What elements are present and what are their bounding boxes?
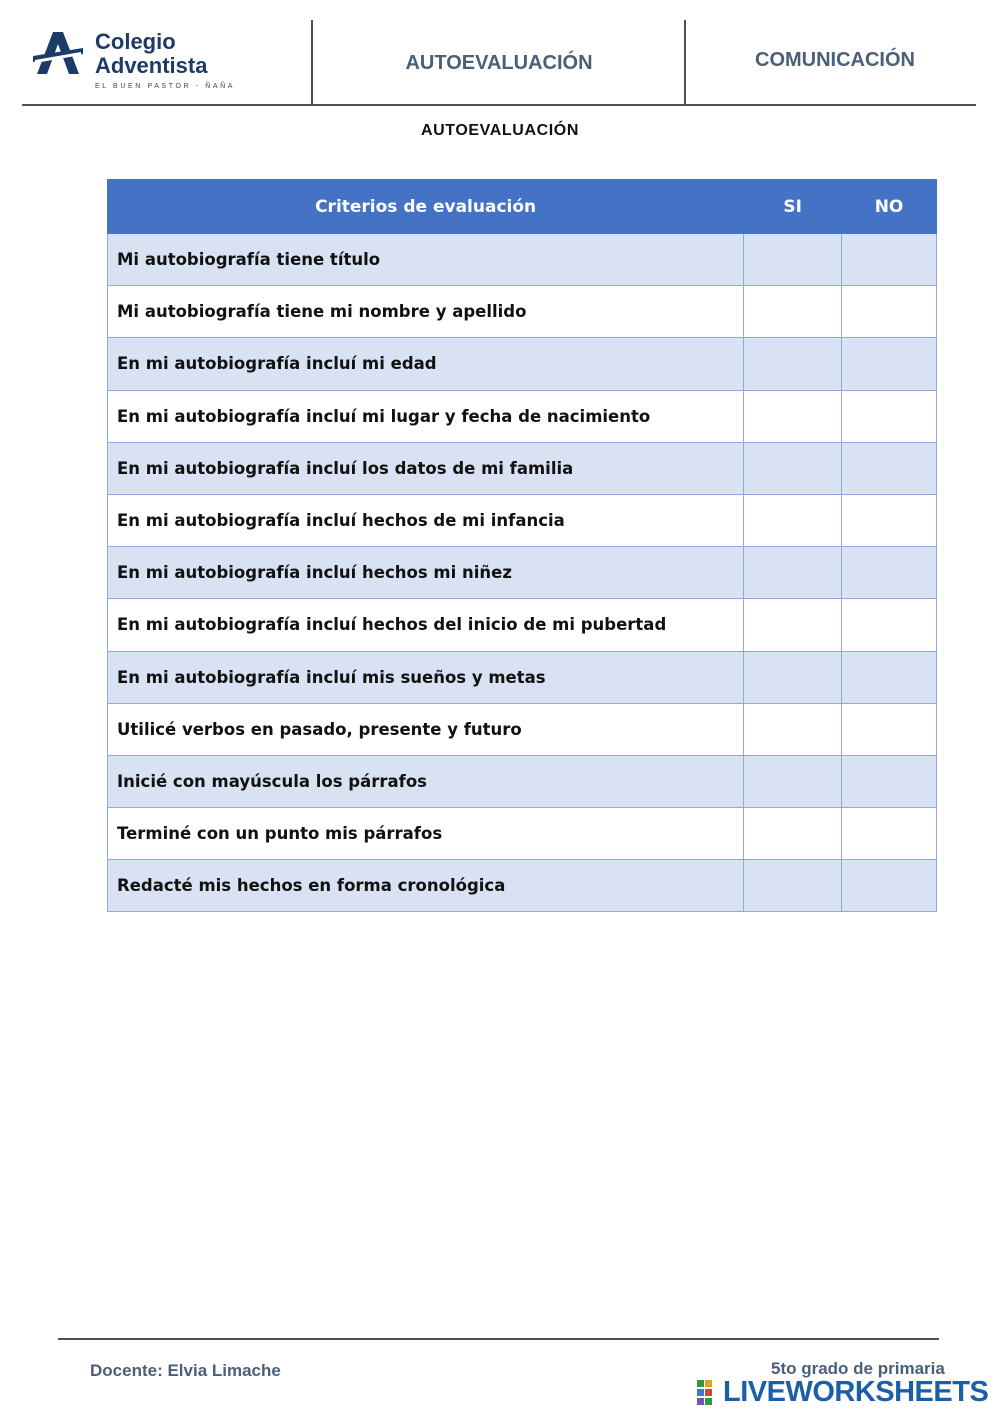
table-header-row <box>108 180 937 234</box>
yes-answer-cell[interactable] <box>744 286 842 338</box>
no-answer-cell[interactable] <box>842 808 937 860</box>
teacher-name: Docente: Elvia Limache <box>90 1361 281 1380</box>
no-answer-cell[interactable] <box>842 286 937 338</box>
page-subtitle: AUTOEVALUACIÓN <box>420 122 580 139</box>
no-answer-cell[interactable] <box>842 234 937 286</box>
criterion-cell: Terminé con un punto mis párrafos <box>108 808 744 860</box>
criteria-header: Criterios de evaluación <box>108 180 744 234</box>
yes-header: SI <box>744 180 842 234</box>
criterion-cell: Inicié con mayúscula los párrafos <box>108 755 744 807</box>
table-row <box>108 494 937 546</box>
school-name-line2: Adventista <box>95 53 208 78</box>
no-answer-cell[interactable] <box>842 442 937 494</box>
yes-answer-cell[interactable] <box>744 442 842 494</box>
header-center-title: AUTOEVALUACIÓN <box>405 52 593 74</box>
criterion-cell: En mi autobiografía incluí mi lugar y fecha de nacimiento <box>108 390 744 442</box>
liveworksheets-icon <box>697 1380 721 1406</box>
footer-rule <box>58 1338 939 1340</box>
criterion-cell: En mi autobiografía incluí mis sueños y metas <box>108 651 744 703</box>
evaluation-table <box>107 179 937 912</box>
table-row <box>108 860 937 912</box>
table-row <box>108 703 937 755</box>
criterion-cell: Utilicé verbos en pasado, presente y futuro <box>108 703 744 755</box>
yes-answer-cell[interactable] <box>744 390 842 442</box>
criterion-cell: En mi autobiografía incluí hechos del inicio de mi pubertad <box>108 599 744 651</box>
yes-answer-cell[interactable] <box>744 860 842 912</box>
no-answer-cell[interactable] <box>842 860 937 912</box>
school-name <box>95 30 207 78</box>
grade-label: 5to grado de primaria <box>771 1359 945 1378</box>
yes-answer-cell[interactable] <box>744 234 842 286</box>
table-row <box>108 651 937 703</box>
no-answer-cell[interactable] <box>842 547 937 599</box>
no-answer-cell[interactable] <box>842 703 937 755</box>
yes-answer-cell[interactable] <box>744 494 842 546</box>
yes-answer-cell[interactable] <box>744 338 842 390</box>
table-row <box>108 338 937 390</box>
yes-answer-cell[interactable] <box>744 599 842 651</box>
table-row <box>108 808 937 860</box>
no-answer-cell[interactable] <box>842 494 937 546</box>
criterion-cell: En mi autobiografía incluí hechos de mi infancia <box>108 494 744 546</box>
criterion-cell: Redacté mis hechos en forma cronológica <box>108 860 744 912</box>
no-answer-cell[interactable] <box>842 755 937 807</box>
criterion-cell: Mi autobiografía tiene título <box>108 234 744 286</box>
table-row <box>108 286 937 338</box>
school-name-line1: Colegio <box>95 29 176 54</box>
no-answer-cell[interactable] <box>842 390 937 442</box>
yes-answer-cell[interactable] <box>744 755 842 807</box>
table-row <box>108 442 937 494</box>
school-tagline: EL BUEN PASTOR - ÑAÑA <box>95 83 236 90</box>
school-logo-icon <box>33 30 83 76</box>
table-row <box>108 755 937 807</box>
no-header: NO <box>842 180 937 234</box>
criterion-cell: En mi autobiografía incluí los datos de mi familia <box>108 442 744 494</box>
table-row <box>108 599 937 651</box>
table-row <box>108 234 937 286</box>
header-rule <box>22 104 976 106</box>
yes-answer-cell[interactable] <box>744 808 842 860</box>
criterion-cell: En mi autobiografía incluí hechos mi niñez <box>108 547 744 599</box>
criterion-cell: Mi autobiografía tiene mi nombre y apellido <box>108 286 744 338</box>
yes-answer-cell[interactable] <box>744 651 842 703</box>
criterion-cell: En mi autobiografía incluí mi edad <box>108 338 744 390</box>
yes-answer-cell[interactable] <box>744 703 842 755</box>
school-logo <box>33 30 303 100</box>
table-row <box>108 390 937 442</box>
yes-answer-cell[interactable] <box>744 547 842 599</box>
liveworksheets-brand: LIVEWORKSHEETS <box>723 1376 989 1408</box>
no-answer-cell[interactable] <box>842 599 937 651</box>
header-right-title: COMUNICACIÓN <box>755 49 915 71</box>
table-row <box>108 547 937 599</box>
no-answer-cell[interactable] <box>842 651 937 703</box>
no-answer-cell[interactable] <box>842 338 937 390</box>
